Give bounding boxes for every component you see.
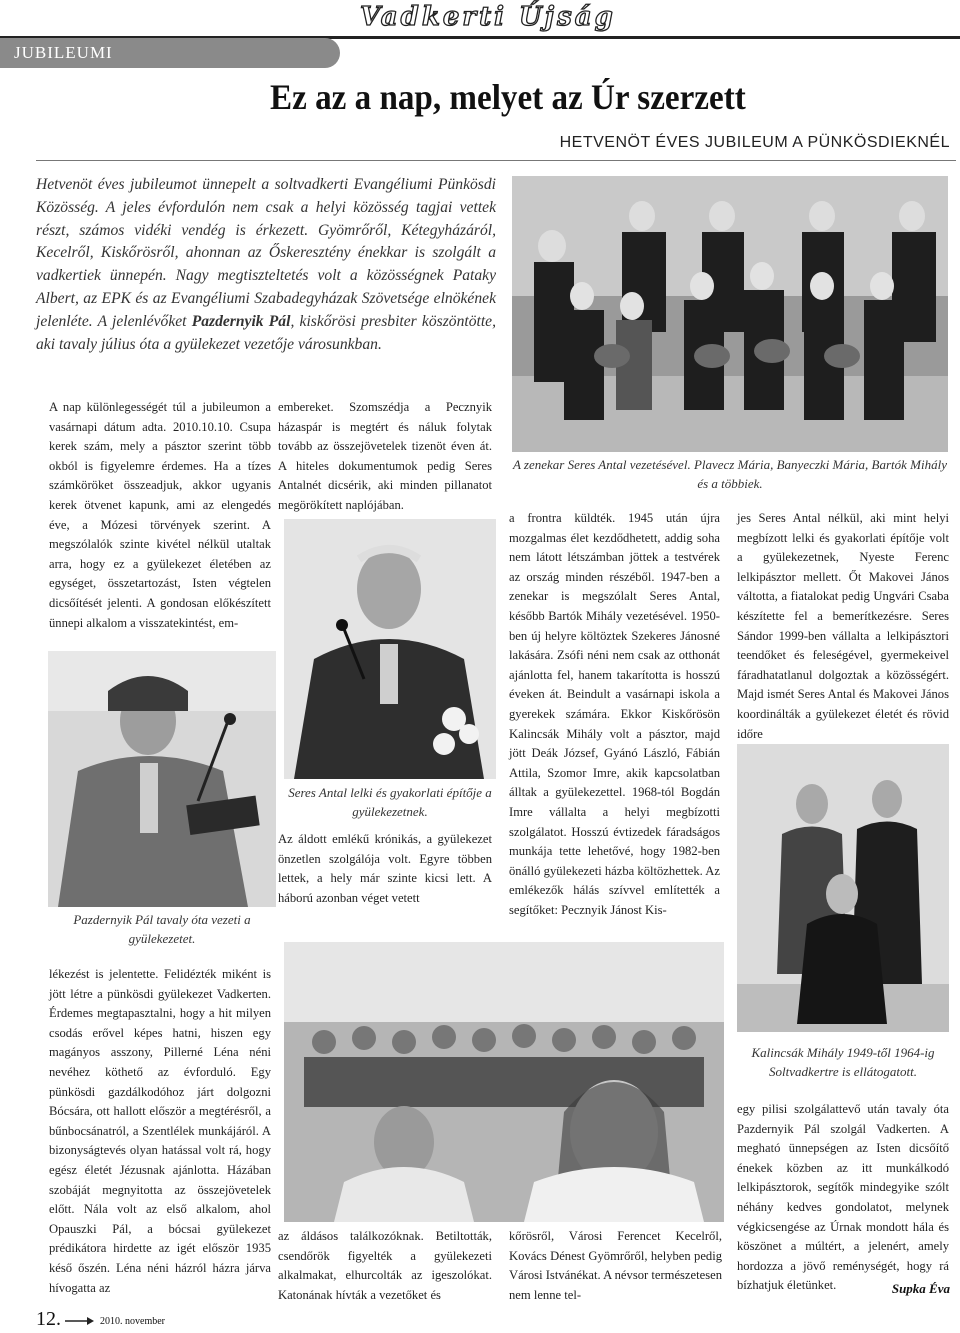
newspaper-title: Vadkerti Újság xyxy=(360,2,616,32)
masthead xyxy=(0,0,960,39)
seres-photo xyxy=(284,519,496,779)
column-4-bottom-text: egy pilisi szolgálattevő után tavaly óta Pazdernyik Pál szolgál Vadkerten. A megható ünnepségen az Isten dicsőítő énekek közben az itt munkálkodó lelkipásztorok, segítők mindegyike szólt néhány kedves gondolatot, melynek végkicsengése az Úrnak mondott hála és köszönet a múltért, a jelenért, amely hordozza a jövő reménységét, hogy rá bízhatjuk életünket. xyxy=(737,1102,949,1293)
kalincsak-photo-caption: Kalincsák Mihály 1949-től 1964-ig Soltvadkertre is ellátogatott. xyxy=(751,1045,935,1079)
column-2-top xyxy=(278,398,492,516)
pazdernyik-photo-caption: Pazdernyik Pál tavaly óta vezeti a gyülekezetet. xyxy=(73,912,251,946)
arrow-right-icon xyxy=(65,1314,95,1326)
kalincsak-photo xyxy=(737,744,949,1032)
seres-photo-caption: Seres Antal lelki és gyakorlati építője a gyülekezetnek. xyxy=(288,785,492,819)
column-4-bottom xyxy=(737,1100,949,1296)
column-4-top-text: jes Seres Antal nélkül, aki mint helyi megbízott lelki és gyakorlati építője volt a gyülekezetnek, Nyeste Ferenc lelkipásztor mellett. Őt Makovei János váltotta, a fiatalokat pedig Ungvári Csaba készítette fel a bemerítkezésre. Seres Sándor 1999-ben vállalta a lelkipásztori teendőket és feleségével, gyermekeivel fáradhatatlanul dolgoztak a közösségért. Majd ismét Seres Antal és Makovei János koordinálták a gyülekezet életét és rövid időre xyxy=(737,511,949,741)
column-3-top-text: a frontra küldték. 1945 után újra mozgalmas élet kezdődhetett, addig soha nem látott létszámban jöttek a testvérek az ország minden részéből. 1947-ben a zenekar is megszólalt Seres Antal, később Bartók Mihály vezetésével. 1950-ben új helyre költöztek Szekeres Jánosné lakására. Zsófi néni nem csak az otthonát ajánlotta fel, hanem takarította is hosszú éveken át. Beindult a vasárnapi iskola a gyerekek számára. Ekkor Kiskőrösön Kalincsák Mihály volt a pásztor, majd jött Deák József, Gyánó László, Fábián Attila, Szomor Imre, akik kapcsolatban álltak a gyülekezettel. 1968-tól Bogdán Imre vállalta a helyi megbízotti szolgálatot. Hosszú évtizedek fáradságos munkája tette lehetővé, hogy 1982-ben önálló gyülekezeti házba költözhettek. Az emlékezők hálás szívvel említették a segítőket: Pecznyik Jánost Kis- xyxy=(509,511,720,917)
column-3-top xyxy=(509,509,720,920)
column-2-top-text: embereket. Szomszédja a Pecznyik házaspár is megtért és náluk folytak tovább az összejövetelek tizenöt éven át. A hiteles dokumentumok pedig Seres Antalnét dicsérik, aki minden pillanatot megörökített naplójában. xyxy=(278,400,492,512)
band-photo xyxy=(512,176,948,452)
pazdernyik-photo xyxy=(48,651,276,907)
column-3-bottom-text: kőrösről, Városi Ferencet Kecelről, Kovács Dénest Gyömrőről, helyben pedig Városi Istvánékat. A névsor természetesen nem lenne tel- xyxy=(509,1229,722,1302)
column-1-bottom xyxy=(49,965,271,1298)
congregation-photo xyxy=(284,942,724,1222)
section-tab-label: JUBILEUMI xyxy=(14,43,113,62)
column-1-top-text: A nap különlegességét túl a jubileumon a vasárnapi dátum adta. 2010.10.10. Csupa kerek szám, mely a pásztor szerint több okból is figyelemre érdemes. Ha a tízes számköröket összeadjuk, akkor ugyanis kerek ötvenet kapunk, ami az elengedés éve, a Mózesi törvények szerint. A megszólalók szinte kivétel nélkül utaltak arra, hogy ez a gyülekezet életében az egységet, összetartozást, Isten végtelen dicsőítését jelenti. A gondosan előkészített ünnepi alkalom a visszatekintést, em- xyxy=(49,400,271,630)
column-3-bottom xyxy=(509,1227,722,1305)
subheadline: HETVENÖT ÉVES JUBILEUM A PÜNKÖSDIEKNÉL xyxy=(559,134,950,151)
column-2-middle-text: Az áldott emlékű krónikás, a gyülekezet önzetlen szolgálója volt. Egyre többen lettek, a hely már szinte kicsi lett. A háború azonban véget vetett xyxy=(278,832,492,905)
column-2-middle xyxy=(278,830,492,908)
section-tab xyxy=(0,38,340,68)
lead-highlight-name: Pazdernyik Pál xyxy=(191,312,291,330)
issue-date: 2010. november xyxy=(100,1316,165,1327)
column-2-bottom-text: az áldásos találkozóknak. Betiltották, csendőrök figyelték a gyülekezeti alkalmakat, elhurcolták az igeszolókat. Katonának hívták a vezetőket és xyxy=(278,1229,492,1302)
author-signature: Supka Éva xyxy=(891,1281,950,1296)
divider xyxy=(36,160,956,161)
headline: Ez az a nap, melyet az Úr szerzett xyxy=(270,77,746,117)
column-1-top xyxy=(49,398,271,633)
page-number: 12. xyxy=(36,1308,61,1330)
column-2-bottom xyxy=(278,1227,492,1305)
band-photo-caption: A zenekar Seres Antal vezetésével. Plavecz Mária, Banyeczki Mária, Bartók Mihály és a többiek. xyxy=(512,457,948,491)
lead-paragraph: Hetvenöt éves jubileumot ünnepelt a soltvadkerti Evangéliumi Pünkösdi Közösség. A jeles évfordulón nem csak a helyi közösség tagjai vettek részt, számos vidéki vendég is érkezett. Gyömrőről, Kétegyházáról, Kecelről, Kiskőrösről, ahonnan az Őskeresztény énekkar is szolgált a vadkertiek ünnepén. Nagy megtiszteltetés volt a közösségnek Pataky Albert, az EPK és az Evangéliumi Szabadegyházak Szövetsége elnökének jelenléte. A jelenlévőket Pazdernyik Pál, kiskőrösi presbiter köszöntötte, aki tavaly július óta a gyülekezet vezetője városunkban. xyxy=(36,176,496,353)
column-1-bottom-text: lékezést is jelentette. Felidézték miként is jött létre a pünkösdi gyülekezet Vadkerten. Érdemes megtapasztalni, hogy a hit milyen csodás erővel képes hatni, hiszen egy magányos asszony, Pillerné Léna néni nevéhez köthető az évforduló. Egy pünkösdi gazdálkodóhoz járt dolgozni Bócsára, ott hallott először a megtérésről, a bűnbocsánatról, a Szentlélek munkájáról. A bizonyságtevés olyan hatással volt rá, hogy egész életét Jézusnak ajánlotta. Házában szobáját megnyitotta az összejövetelek előtt. Nála volt az első alkalom, ahol Opauszki Pál, a bócsai gyülekezet prédikátora hirdette az igét először 1935 késő őszén. Léna néni házról házra járva hívogatta az xyxy=(49,967,271,1295)
column-4-top xyxy=(737,509,949,744)
